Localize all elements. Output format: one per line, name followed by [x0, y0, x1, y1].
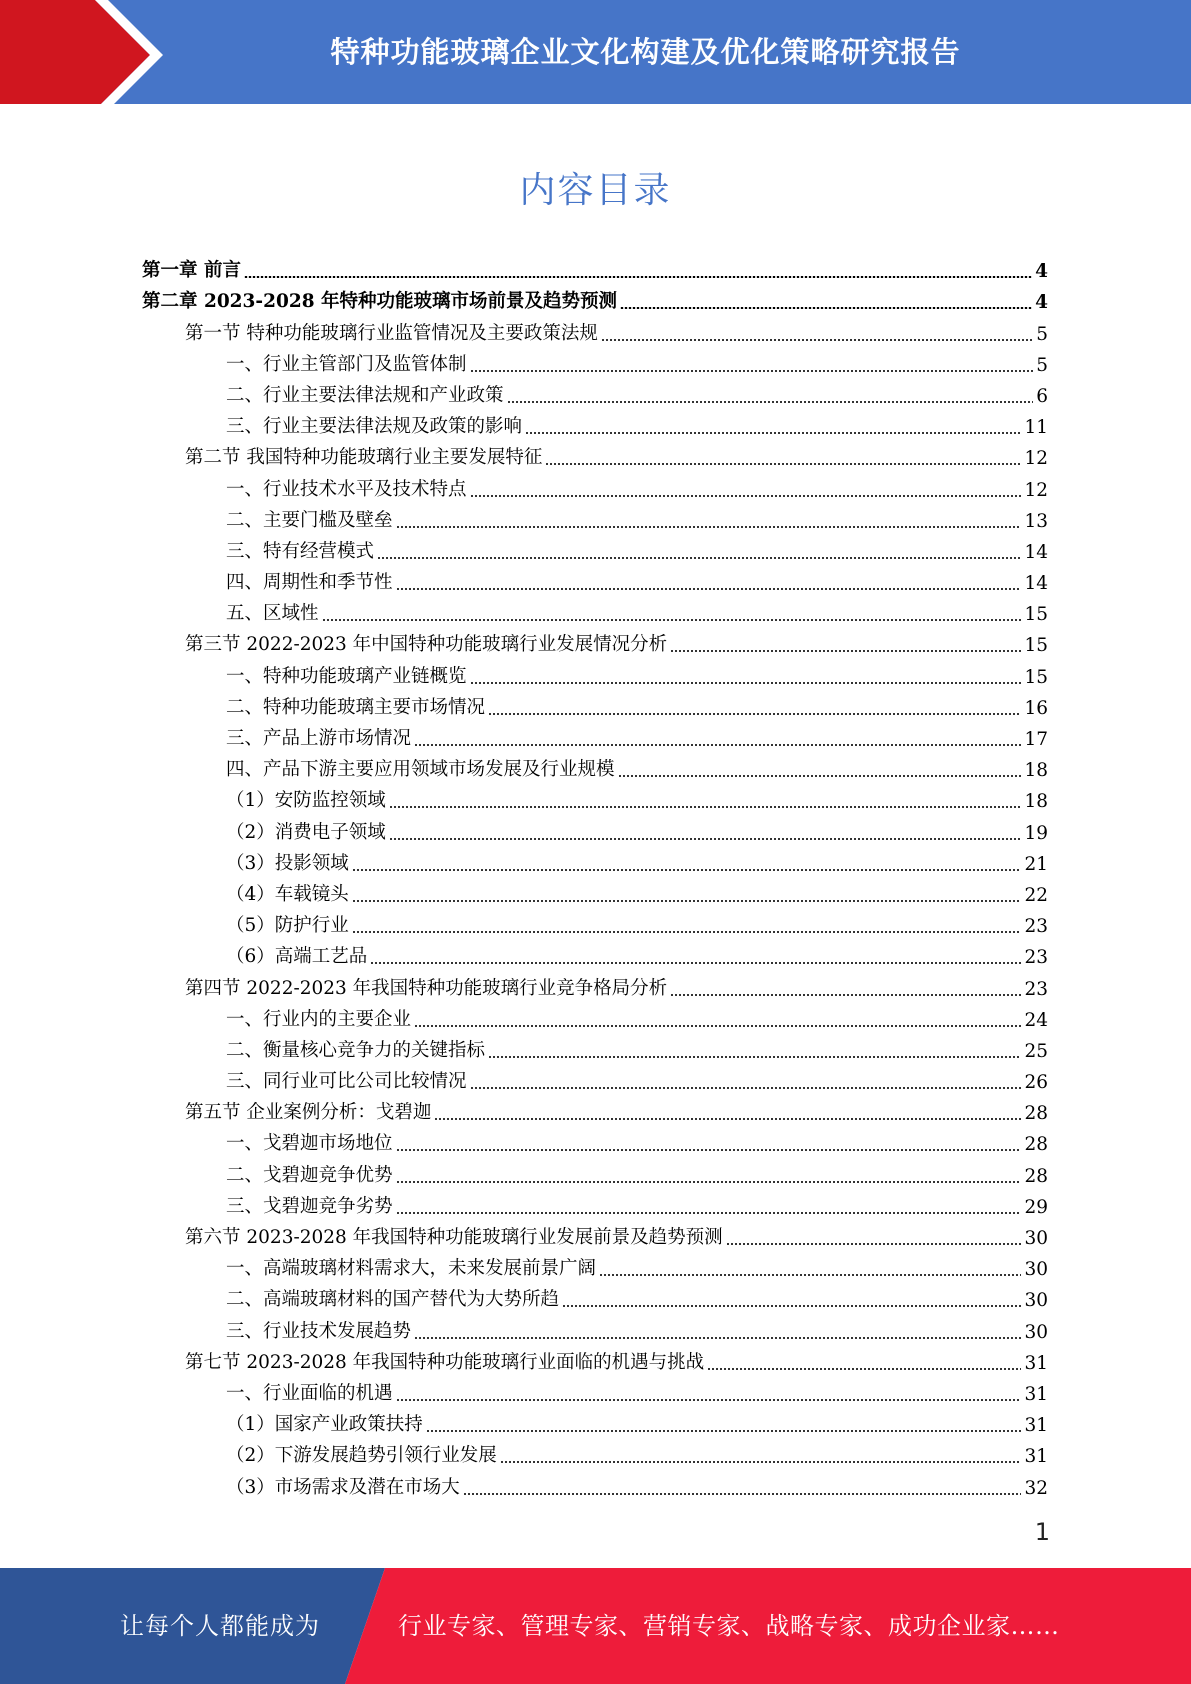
toc-entry-label: 三、产品上游市场情况	[226, 728, 412, 749]
toc-dot-leader	[601, 339, 1033, 341]
toc-dot-leader	[670, 994, 1021, 996]
toc-dot-leader	[434, 1118, 1021, 1120]
toc-entry-label: （3）投影领域	[226, 852, 349, 874]
toc-entry-label: （4）车载镜头	[226, 883, 349, 905]
toc-entry-page: 14	[1024, 541, 1048, 563]
toc-entry-label: （5）防护行业	[226, 915, 349, 937]
toc-entry[interactable]	[142, 411, 1048, 442]
toc-entry-label: 二、戈碧迦竞争优势	[226, 1164, 393, 1186]
toc-entry-label: 四、产品下游主要应用领域市场发展及行业规模	[226, 759, 615, 781]
toc-entry[interactable]	[142, 848, 1048, 879]
toc-entry-page: 31	[1024, 1352, 1048, 1374]
toc-entry-label: 第四节 2022-2023 年我国特种功能玻璃行业竞争格局分析	[185, 977, 668, 999]
toc-entry-label: 一、特种功能玻璃产业链概览	[226, 665, 467, 687]
toc-entry-page: 14	[1024, 573, 1048, 595]
toc-entry-page: 25	[1024, 1040, 1048, 1062]
toc-entry[interactable]	[142, 1066, 1048, 1097]
toc-dot-leader	[389, 838, 1022, 840]
toc-dot-leader	[352, 900, 1022, 902]
toc-entry[interactable]	[142, 1347, 1048, 1378]
toc-dot-leader	[396, 1149, 1022, 1151]
toc-dot-leader	[470, 495, 1022, 497]
toc-entry[interactable]	[142, 255, 1048, 286]
toc-dot-leader	[488, 713, 1021, 715]
toc-entry[interactable]	[142, 660, 1048, 691]
toc-entry-label: （2）消费电子领域	[226, 821, 386, 843]
toc-entry-label: （6）高端工艺品	[226, 946, 368, 968]
toc-entry-label: 一、行业面临的机遇	[226, 1382, 393, 1404]
toc-entry[interactable]	[142, 1378, 1048, 1409]
toc-dot-leader	[414, 744, 1021, 746]
toc-entry-label: （2）下游发展趋势引领行业发展	[226, 1445, 497, 1467]
toc-entry[interactable]	[142, 1471, 1048, 1502]
toc-entry-page: 31	[1024, 1383, 1048, 1405]
toc-entry[interactable]	[142, 1315, 1048, 1346]
toc-entry-page: 16	[1024, 697, 1048, 719]
toc-entry-page: 6	[1036, 385, 1048, 407]
toc-entry-label: 三、戈碧迦竞争劣势	[226, 1195, 393, 1217]
toc-entry-page: 28	[1024, 1134, 1048, 1156]
toc-entry[interactable]	[142, 1097, 1048, 1128]
toc-entry[interactable]	[142, 629, 1048, 660]
page-footer	[0, 1568, 1191, 1684]
toc-entry-page: 23	[1024, 978, 1048, 1000]
toc-entry-label: 一、行业内的主要企业	[226, 1008, 412, 1030]
toc-entry[interactable]	[142, 286, 1048, 317]
toc-entry[interactable]	[142, 349, 1048, 380]
toc-entry-page: 18	[1024, 791, 1048, 813]
toc-dot-leader	[244, 276, 1032, 278]
toc-entry[interactable]	[142, 692, 1048, 723]
toc-entry[interactable]	[142, 785, 1048, 816]
toc-entry-label: 三、特有经营模式	[226, 540, 375, 562]
toc-entry-label: 一、行业技术水平及技术特点	[226, 478, 467, 500]
toc-entry-page: 32	[1024, 1477, 1048, 1499]
toc-entry-page: 23	[1024, 916, 1048, 938]
toc-entry[interactable]	[142, 1035, 1048, 1066]
toc-heading: 内容目录	[519, 170, 672, 211]
toc-entry[interactable]	[142, 598, 1048, 629]
toc-dot-leader	[726, 1243, 1022, 1245]
toc-entry-label: 第六节 2023-2028 年我国特种功能玻璃行业发展前景及趋势预测	[185, 1227, 723, 1248]
toc-entry-page: 15	[1024, 635, 1048, 657]
toc-entry[interactable]	[142, 941, 1048, 972]
toc-entry-page: 31	[1024, 1446, 1048, 1468]
toc-entry-label: 第五节 企业案例分析：戈碧迦	[185, 1102, 432, 1124]
toc-dot-leader	[414, 1337, 1021, 1339]
toc-dot-leader	[470, 682, 1022, 684]
toc-dot-leader	[396, 1181, 1022, 1183]
toc-entry-label: 二、特种功能玻璃主要市场情况	[226, 696, 486, 718]
toc-dot-leader	[618, 775, 1022, 777]
toc-entry[interactable]	[142, 1222, 1048, 1253]
toc-entry-label: 三、行业主要法律法规及政策的影响	[226, 416, 523, 438]
toc-entry[interactable]	[142, 1253, 1048, 1284]
toc-entry-label: 四、周期性和季节性	[226, 572, 393, 594]
page-header	[0, 0, 1191, 110]
toc-entry[interactable]	[142, 1159, 1048, 1190]
toc-dot-leader	[670, 650, 1021, 652]
toc-entry-label: 第三节 2022-2023 年中国特种功能玻璃行业发展情况分析	[185, 634, 668, 656]
toc-entry-label: 一、戈碧迦市场地位	[226, 1133, 393, 1155]
toc-dot-leader	[426, 1430, 1022, 1432]
toc-entry-page: 11	[1024, 417, 1048, 439]
toc-dot-leader	[463, 1493, 1022, 1495]
toc-entry[interactable]	[142, 723, 1048, 754]
toc-entry[interactable]	[142, 442, 1048, 473]
toc-dot-leader	[599, 1274, 1021, 1276]
toc-dot-leader	[470, 370, 1034, 372]
toc-entry-page: 4	[1035, 261, 1048, 283]
toc-entry-page: 18	[1024, 760, 1048, 782]
toc-entry-page: 29	[1024, 1196, 1048, 1218]
toc-entry-page: 23	[1024, 947, 1048, 969]
toc-entry-page: 4	[1035, 292, 1048, 314]
toc-entry-label: 三、同行业可比公司比较情况	[226, 1071, 467, 1093]
toc-entry-label: 一、行业主管部门及监管体制	[226, 353, 467, 375]
toc-dot-leader	[470, 1087, 1022, 1089]
footer-slogan-right: 行业专家、管理专家、营销专家、战略专家、成功企业家……	[398, 1612, 1060, 1640]
toc-entry[interactable]	[142, 1409, 1048, 1440]
toc-entry[interactable]	[142, 816, 1048, 847]
toc-entry[interactable]	[142, 473, 1048, 504]
toc-entry-page: 15	[1024, 604, 1048, 626]
toc-entry-page: 13	[1024, 510, 1048, 532]
toc-entry-page: 5	[1036, 354, 1048, 376]
report-title: 特种功能玻璃企业文化构建及优化策略研究报告	[330, 35, 961, 69]
toc-dot-leader	[352, 869, 1022, 871]
toc-entry[interactable]	[142, 910, 1048, 941]
toc-entry-label: 二、行业主要法律法规和产业政策	[226, 384, 504, 406]
toc-entry-page: 15	[1024, 666, 1048, 688]
toc-entry[interactable]	[142, 1284, 1048, 1315]
toc-entry-page: 28	[1024, 1103, 1048, 1125]
toc-entry-page: 30	[1024, 1321, 1048, 1343]
toc-entry-label: 第七节 2023-2028 年我国特种功能玻璃行业面临的机遇与挑战	[185, 1351, 705, 1373]
toc-dot-leader	[525, 432, 1021, 434]
toc-dot-leader	[507, 401, 1034, 403]
toc-entry-page: 30	[1024, 1290, 1048, 1312]
toc-entry-label: （3）市场需求及潜在市场大	[226, 1476, 460, 1498]
toc-entry-page: 21	[1024, 853, 1048, 875]
toc-entry-page: 30	[1024, 1228, 1048, 1249]
toc-dot-leader	[352, 931, 1022, 933]
toc-dot-leader	[545, 463, 1021, 465]
toc-dot-leader	[414, 1025, 1021, 1027]
toc-entry-page: 30	[1024, 1259, 1048, 1281]
toc-entry-label: 第一节 特种功能玻璃行业监管情况及主要政策法规	[185, 322, 598, 344]
toc-dot-leader	[707, 1368, 1021, 1370]
toc-entry[interactable]	[142, 567, 1048, 598]
table-of-contents	[142, 255, 1048, 1503]
toc-entry-page: 5	[1036, 323, 1048, 345]
toc-entry-page: 19	[1024, 822, 1048, 844]
toc-dot-leader	[620, 307, 1032, 309]
toc-dot-leader	[500, 1461, 1022, 1463]
toc-dot-leader	[396, 588, 1022, 590]
page-number: 1	[1034, 1518, 1050, 1546]
toc-dot-leader	[396, 1212, 1022, 1214]
toc-entry-page: 22	[1024, 884, 1048, 906]
toc-entry-label: 一、高端玻璃材料需求大，未来发展前景广阔	[226, 1258, 597, 1280]
toc-dot-leader	[396, 1399, 1022, 1401]
toc-entry[interactable]	[142, 317, 1048, 348]
toc-dot-leader	[377, 557, 1021, 559]
toc-entry-label: （1）国家产业政策扶持	[226, 1414, 423, 1436]
toc-entry-label: 三、行业技术发展趋势	[226, 1320, 412, 1342]
toc-entry-page: 28	[1024, 1165, 1048, 1187]
toc-entry[interactable]	[142, 505, 1048, 536]
toc-entry-label: 五、区域性	[226, 603, 319, 625]
toc-dot-leader	[562, 1305, 1021, 1307]
toc-dot-leader	[488, 1056, 1021, 1058]
toc-entry-page: 24	[1024, 1009, 1048, 1031]
footer-slogan-left: 让每个人都能成为	[120, 1612, 320, 1640]
toc-entry-label: 第二章 2023-2028 年特种功能玻璃市场前景及趋势预测	[142, 291, 618, 313]
toc-entry[interactable]	[142, 972, 1048, 1003]
toc-entry-page: 12	[1024, 479, 1048, 501]
toc-entry-label: 第二节 我国特种功能玻璃行业主要发展特征	[185, 447, 543, 469]
toc-entry-page: 12	[1024, 448, 1048, 470]
toc-entry-label: 二、主要门槛及壁垒	[226, 509, 393, 531]
toc-entry-page: 31	[1024, 1415, 1048, 1437]
toc-entry[interactable]	[142, 536, 1048, 567]
toc-dot-leader	[322, 619, 1022, 621]
toc-entry[interactable]	[142, 1440, 1048, 1471]
toc-entry-label: 第一章 前言	[142, 260, 241, 282]
toc-entry-label: 二、高端玻璃材料的国产替代为大势所趋	[226, 1289, 560, 1311]
toc-dot-leader	[396, 526, 1022, 528]
toc-entry[interactable]	[142, 1004, 1048, 1035]
toc-entry[interactable]	[142, 754, 1048, 785]
toc-dot-leader	[370, 962, 1021, 964]
toc-entry[interactable]	[142, 879, 1048, 910]
toc-entry[interactable]	[142, 380, 1048, 411]
toc-entry[interactable]	[142, 1191, 1048, 1222]
toc-entry-label: 二、衡量核心竞争力的关键指标	[226, 1039, 486, 1061]
toc-entry[interactable]	[142, 1128, 1048, 1159]
toc-entry-page: 26	[1024, 1072, 1048, 1094]
toc-dot-leader	[389, 806, 1022, 808]
toc-entry-page: 17	[1024, 729, 1048, 750]
toc-entry-label: （1）安防监控领域	[226, 790, 386, 812]
